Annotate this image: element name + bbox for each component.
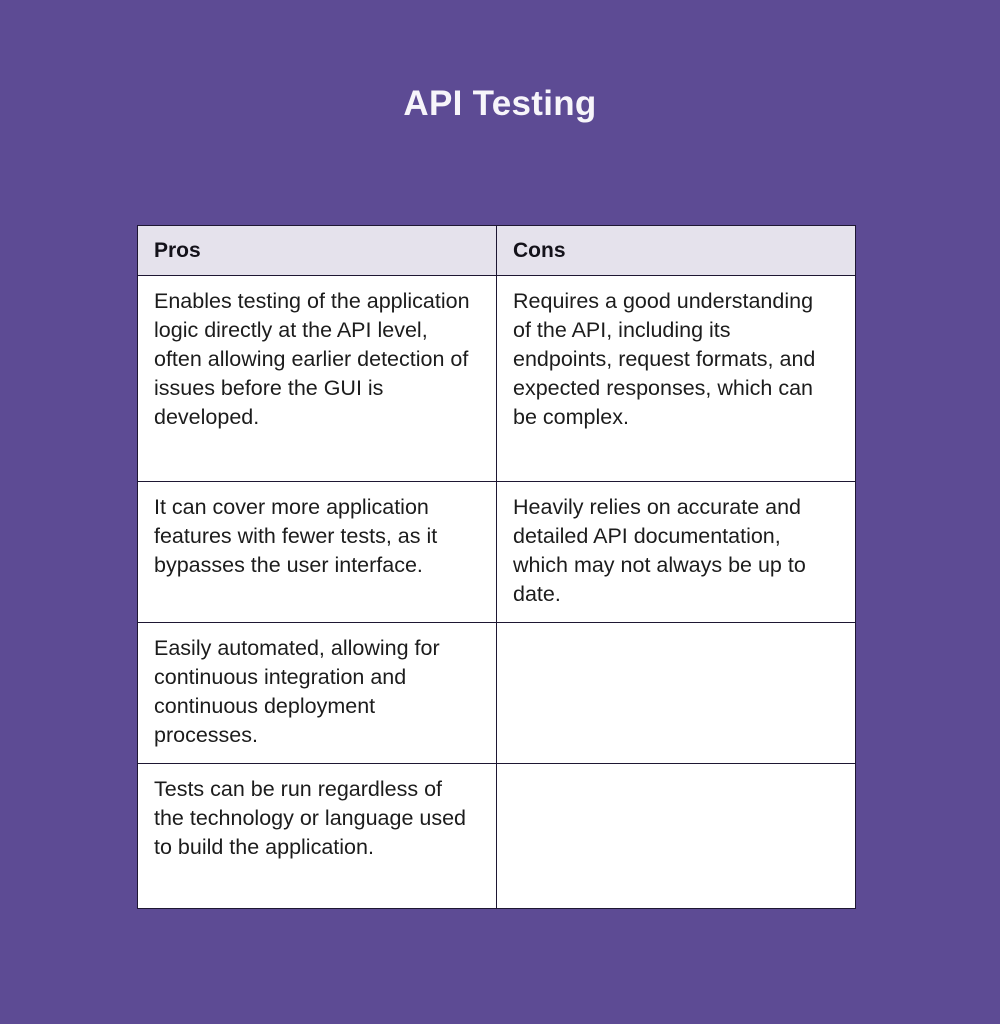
table-row [138, 764, 856, 909]
table-row [138, 623, 856, 764]
cons-cell: Heavily relies on accurate and detailed API documentation, which may not always be up to date. [497, 482, 856, 623]
pros-cons-table [137, 225, 856, 909]
cons-cell: Requires a good understanding of the API, including its endpoints, request formats, and expected responses, which can be complex. [497, 276, 856, 482]
cons-cell [497, 623, 856, 764]
table-header-row [138, 226, 856, 276]
table-row [138, 482, 856, 623]
pros-cell: Enables testing of the application logic directly at the API level, often allowing earlier detection of issues before the GUI is developed. [138, 276, 497, 482]
pros-cell: Easily automated, allowing for continuous integration and continuous deployment processes. [138, 623, 497, 764]
table-header-cons: Cons [497, 226, 856, 276]
table-header-pros: Pros [138, 226, 497, 276]
cons-cell [497, 764, 856, 909]
page-title: API Testing [403, 84, 597, 123]
pros-cell: Tests can be run regardless of the technology or language used to build the application. [138, 764, 497, 909]
pros-cell: It can cover more application features with fewer tests, as it bypasses the user interface. [138, 482, 497, 623]
table-row [138, 276, 856, 482]
